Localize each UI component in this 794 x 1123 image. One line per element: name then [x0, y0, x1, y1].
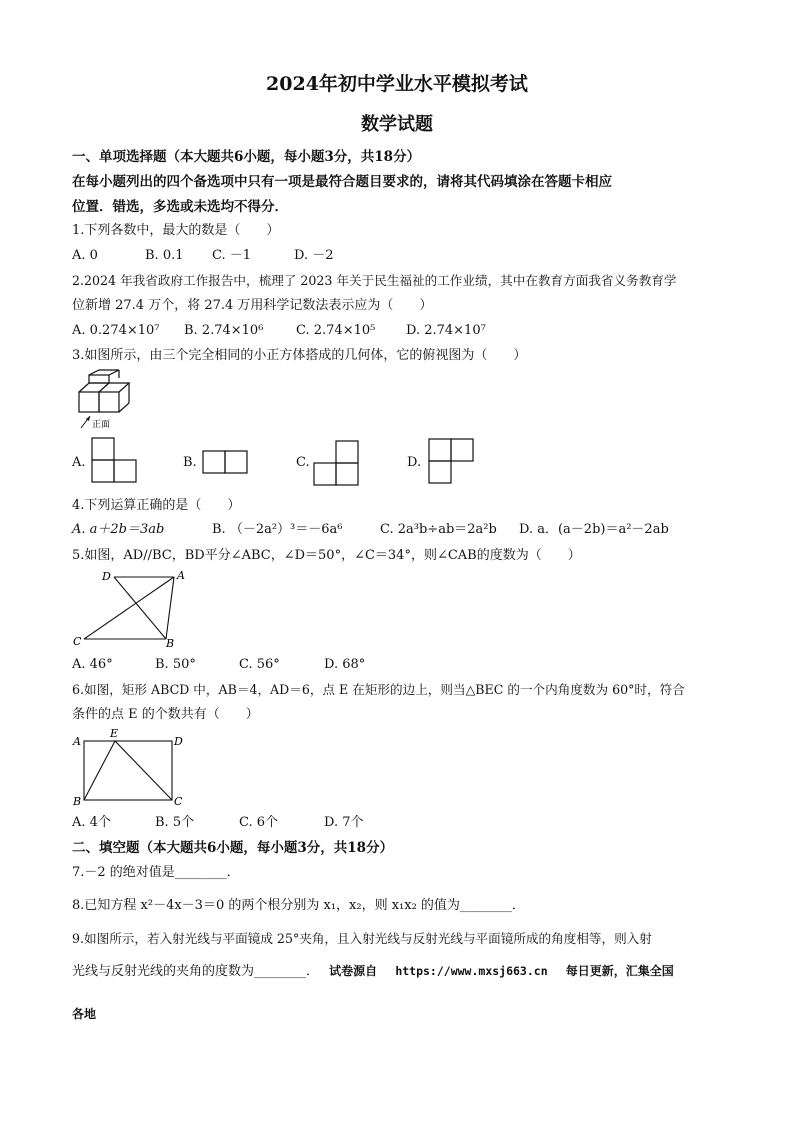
q9-stem-line2: 光线与反射光线的夹角的度数为________．: [72, 964, 320, 979]
q4-option-a: A. a＋2b＝3ab: [72, 522, 165, 537]
exam-title: 2024年初中学业水平模拟考试: [266, 73, 528, 95]
watermark-suffix: 每日更新，汇集全国: [565, 964, 674, 978]
q4-option-d: D. a．(a－2b)＝a²－2ab: [519, 522, 669, 537]
q6-point-a: A: [73, 735, 81, 748]
q3-option-b-figure: [202, 450, 252, 476]
q9-stem-line1: 9.如图所示，若入射光线与平面镜成 25°夹角，且入射光线与反射光线与平面镜所成的角度相等，则入射: [72, 931, 652, 946]
q6-point-b: B: [73, 795, 82, 808]
q2-stem-line1: 2.2024 年我省政府工作报告中，梳理了 2023 年关于民生福祉的工作业绩，其中在教育方面我省义务教育学: [72, 273, 677, 288]
q5-option-a: A. 46°: [72, 657, 113, 672]
section1-heading: 一、单项选择题（本大题共6小题，每小题3分，共18分）: [72, 149, 421, 165]
q1-stem: 1.下列各数中，最大的数是（ ）: [72, 223, 280, 238]
watermark-line2: 各地: [72, 1007, 97, 1021]
q5-point-b: B: [166, 637, 175, 650]
q1-option-a: A. 0: [72, 248, 98, 263]
q4-option-c: C. 2a³b÷ab＝2a²b: [380, 522, 497, 537]
q2-option-b: B. 2.74×10⁶: [184, 323, 264, 338]
q6-figure: [72, 728, 192, 808]
q5-point-a: A: [177, 569, 185, 582]
q6-option-c: C. 6个: [239, 815, 279, 830]
q3-option-a-label: A.: [72, 455, 86, 470]
q5-option-c: C. 56°: [239, 657, 280, 672]
watermark-url[interactable]: https://www.mxsj663.cn: [395, 964, 548, 978]
q3-front-label: 正面: [92, 420, 111, 430]
q3-option-d-label: D.: [407, 455, 422, 470]
q9-line2: [72, 962, 674, 981]
q2-stem-line2: 位新增 27.4 万个，将 27.4 万用科学记数法表示应为（ ）: [72, 298, 433, 313]
q3-option-b-label: B.: [183, 455, 197, 470]
q5-stem: 5.如图，AD//BC，BD平分∠ABC，∠D＝50°，∠C＝34°，则∠CAB的度数为（ ）: [72, 548, 581, 563]
q2-option-d: D. 2.74×10⁷: [406, 323, 486, 338]
q4-option-b: B. （－2a²）³＝－6a⁶: [212, 522, 343, 537]
q8-stem: 8.已知方程 x²－4x－3＝0 的两个根分别为 x₁，x₂，则 x₁x₂ 的值为________．: [72, 898, 525, 913]
q6-point-d: D: [174, 735, 183, 748]
q3-cube-figure: [76, 370, 146, 430]
q3-option-d-figure: [428, 438, 480, 484]
q3-option-c-label: C.: [296, 455, 310, 470]
q5-figure: [72, 569, 202, 649]
q6-option-d: D. 7个: [324, 815, 364, 830]
exam-subtitle: 数学试题: [361, 114, 433, 135]
q4-stem: 4.下列运算正确的是（ ）: [72, 498, 241, 513]
q6-point-c: C: [174, 795, 183, 808]
q5-option-d: D. 68°: [324, 657, 366, 672]
q7-stem: 7.－2 的绝对值是________．: [72, 865, 240, 880]
section1-instruction-line2: 位置．错选，多选或未选均不得分．: [72, 199, 288, 215]
q5-option-b: B. 50°: [155, 657, 196, 672]
q1-option-d: D. －2: [294, 248, 334, 263]
q2-option-c: C. 2.74×10⁵: [296, 323, 376, 338]
q6-stem-line1: 6.如图，矩形 ABCD 中，AB＝4，AD＝6，点 E 在矩形的边上，则当△BEC 的一个内角度数为 60°时，符合: [72, 682, 685, 697]
q3-option-a-figure: [91, 437, 141, 483]
section1-instruction-line1: 在每小题列出的四个备选项中只有一项是最符合题目要求的，请将其代码填涂在答题卡相应: [72, 174, 612, 190]
q2-option-a: A. 0.274×10⁷: [72, 323, 160, 338]
q6-point-e: E: [110, 727, 119, 740]
q5-point-d: D: [102, 570, 111, 583]
q6-option-a: A. 4个: [72, 815, 111, 830]
watermark-prefix: 试卷源自: [329, 964, 378, 978]
q5-point-c: C: [73, 635, 82, 648]
q1-option-b: B. 0.1: [145, 248, 184, 263]
q3-stem: 3.如图所示，由三个完全相同的小正方体搭成的几何体，它的俯视图为（ ）: [72, 348, 527, 363]
q6-stem-line2: 条件的点 E 的个数共有（ ）: [72, 707, 259, 722]
q3-option-c-figure: [313, 440, 363, 486]
q6-option-b: B. 5个: [155, 815, 195, 830]
section2-heading: 二、填空题（本大题共6小题，每小题3分，共18分）: [72, 840, 394, 856]
q1-option-c: C. －1: [212, 248, 252, 263]
